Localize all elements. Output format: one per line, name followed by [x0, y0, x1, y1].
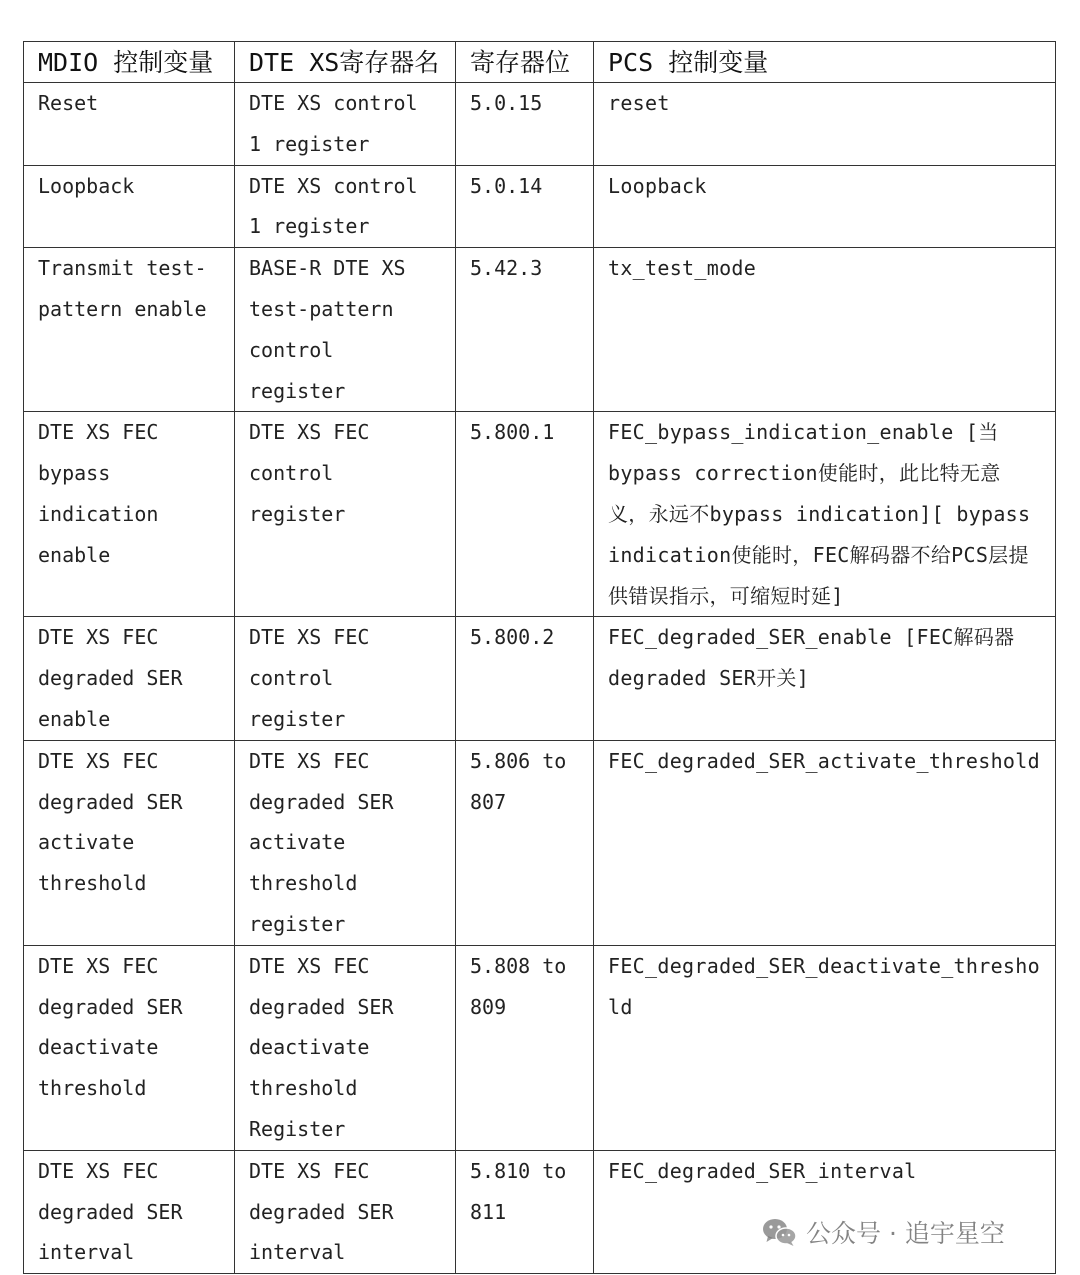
table-row: [24, 248, 1056, 412]
cell-pcs-variable: reset: [594, 83, 1056, 166]
cell-mdio-variable: DTE XS FEC degraded SER deactivate threshold: [24, 945, 235, 1150]
cell-pcs-variable: FEC_degraded_SER_activate_threshold: [594, 740, 1056, 945]
cell-mdio-variable: DTE XS FEC bypass indication enable: [24, 412, 235, 617]
table-header-row: [24, 42, 1056, 83]
cell-register-bit: 5.42.3: [456, 248, 594, 412]
cell-pcs-variable: FEC_degraded_SER_interval: [594, 1150, 1056, 1273]
cell-register-name: DTE XS FEC degraded SER deactivate threshold Register: [235, 945, 456, 1150]
cell-register-bit: 5.810 to 811: [456, 1150, 594, 1273]
cell-register-bit: 5.0.15: [456, 83, 594, 166]
cell-register-name: BASE-R DTE XS test-pattern control register: [235, 248, 456, 412]
cell-register-name: DTE XS control 1 register: [235, 165, 456, 248]
table-row: [24, 165, 1056, 248]
cell-pcs-variable: FEC_degraded_SER_enable [FEC解码器degraded SER开关]: [594, 617, 1056, 740]
cell-mdio-variable: DTE XS FEC degraded SER enable: [24, 617, 235, 740]
header-register-name: DTE XS寄存器名: [235, 42, 456, 83]
table-row: [24, 945, 1056, 1150]
cell-register-name: DTE XS FEC degraded SER activate threshold register: [235, 740, 456, 945]
cell-mdio-variable: DTE XS FEC degraded SER activate threshold: [24, 740, 235, 945]
cell-pcs-variable: tx_test_mode: [594, 248, 1056, 412]
header-mdio-variable: MDIO 控制变量: [24, 42, 235, 83]
cell-pcs-variable: Loopback: [594, 165, 1056, 248]
cell-pcs-variable: FEC_bypass_indication_enable [当bypass correction使能时，此比特无意义，永远不bypass indication][ bypass indication使能时，FEC解码器不给PCS层提供错误指示，可缩短时延]: [594, 412, 1056, 617]
cell-mdio-variable: Transmit test-pattern enable: [24, 248, 235, 412]
cell-register-name: DTE XS FEC control register: [235, 617, 456, 740]
cell-mdio-variable: DTE XS FEC degraded SER interval: [24, 1150, 235, 1273]
cell-register-name: DTE XS control 1 register: [235, 83, 456, 166]
header-register-bit: 寄存器位: [456, 42, 594, 83]
cell-register-bit: 5.0.14: [456, 165, 594, 248]
cell-register-bit: 5.806 to 807: [456, 740, 594, 945]
cell-mdio-variable: Loopback: [24, 165, 235, 248]
table-row: [24, 412, 1056, 617]
cell-register-bit: 5.808 to 809: [456, 945, 594, 1150]
cell-register-bit: 5.800.1: [456, 412, 594, 617]
cell-register-name: DTE XS FEC control register: [235, 412, 456, 617]
wechat-watermark: [758, 1212, 1013, 1252]
table-row: [24, 617, 1056, 740]
cell-pcs-variable: FEC_degraded_SER_deactivate_threshold: [594, 945, 1056, 1150]
cell-register-name: DTE XS FEC degraded SER interval: [235, 1150, 456, 1273]
wechat-icon: [762, 1217, 798, 1247]
cell-register-bit: 5.800.2: [456, 617, 594, 740]
register-mapping-table: [23, 41, 1056, 1274]
cell-mdio-variable: Reset: [24, 83, 235, 166]
table-row: [24, 83, 1056, 166]
header-pcs-variable: PCS 控制变量: [594, 42, 1056, 83]
watermark-text: 公众号 · 追宇星空: [806, 1219, 1005, 1248]
table-row: [24, 740, 1056, 945]
